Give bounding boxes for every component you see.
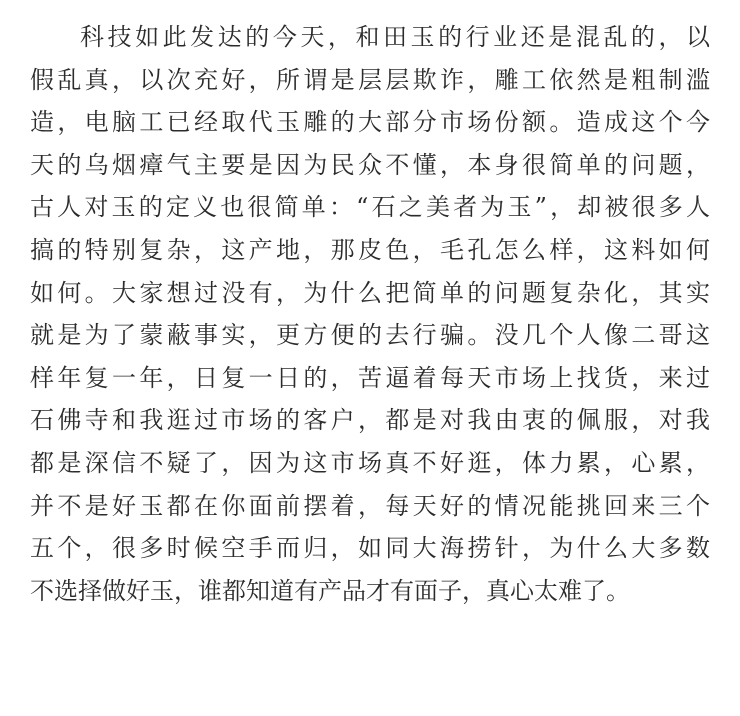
text-line-4: 天的乌烟瘴气主要是因为民众不懂，本身很简单的问题， [30, 150, 710, 179]
text-line-6: 搞的特别复杂，这产地，那皮色，毛孔怎么样，这料如何 [30, 235, 710, 264]
text-line-9: 样年复一年，日复一日的，苦逼着每天市场上找货，来过 [30, 363, 710, 392]
text-line-13: 五个，很多时候空手而归，如同大海捞针，为什么大多数 [30, 534, 710, 563]
text-line-14: 不选择做好玉，谁都知道有产品才有面子，真心太难了。 [30, 576, 630, 605]
text-line-12: 并不是好玉都在你面前摆着，每天好的情况能挑回来三个 [30, 491, 710, 520]
text-line-5: 古人对玉的定义也很简单：“石之美者为玉”，却被很多人 [30, 193, 710, 222]
text-line-11: 都是深信不疑了，因为这市场真不好逛，体力累，心累， [30, 448, 710, 477]
text-line-8: 就是为了蒙蔽事实，更方便的去行骗。没几个人像二哥这 [30, 321, 710, 350]
text-line-10: 石佛寺和我逛过市场的客户，都是对我由衷的佩服，对我 [30, 406, 710, 435]
text-line-3: 造，电脑工已经取代玉雕的大部分市场份额。造成这个今 [30, 108, 710, 137]
text-line-1: 科技如此发达的今天，和田玉的行业还是混乱的，以 [80, 23, 710, 51]
text-line-7: 如何。大家想过没有，为什么把简单的问题复杂化，其实 [30, 278, 710, 307]
body-paragraph [30, 16, 710, 612]
text-line-2: 假乱真，以次充好，所谓是层层欺诈，雕工依然是粗制滥 [30, 65, 710, 94]
